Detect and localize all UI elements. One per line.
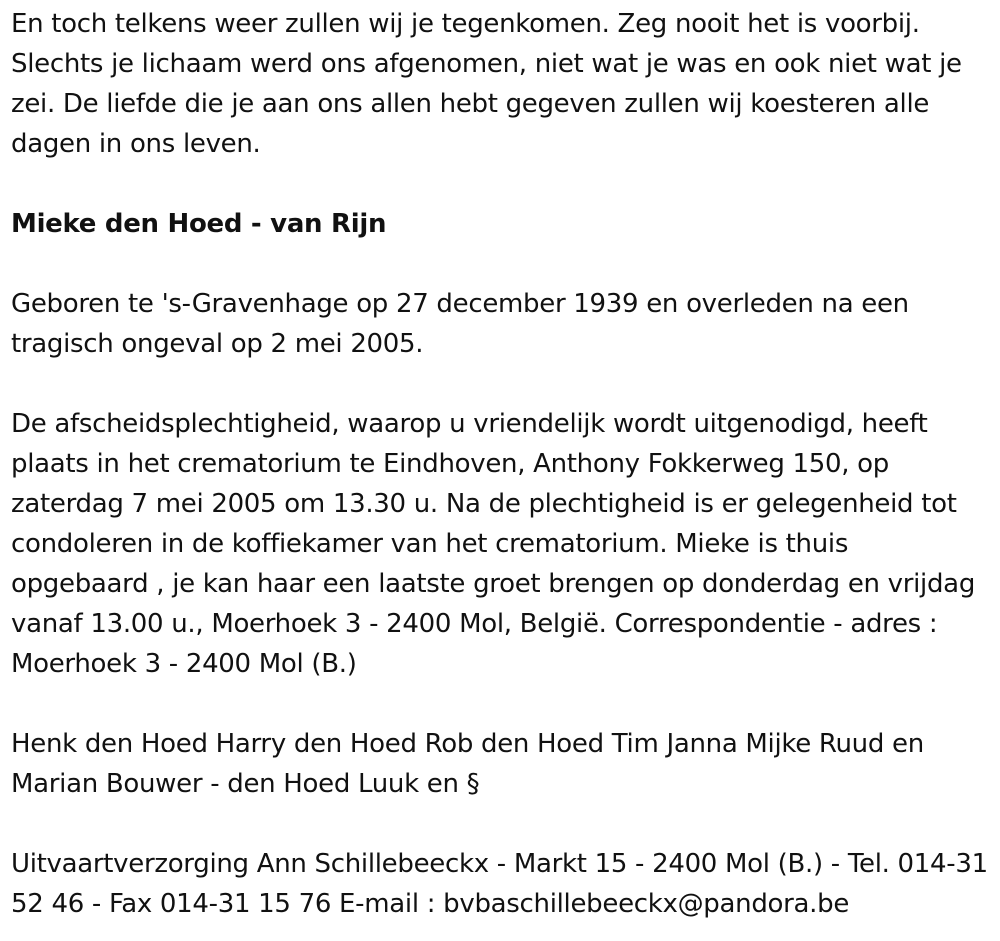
birth-death-text: Geboren te 's-Gravenhage op 27 december 1939 en overleden na een tragisch ongeval op 2 mei 2005.: [11, 289, 909, 359]
ceremony-text: De afscheidsplechtigheid, waarop u vriendelijk wordt uitgenodigd, heeft plaats in het crematorium te Eindhoven, Anthony Fokkerweg 150, op zaterdag 7 mei 2005 om 13.30 u. Na de plechtigheid is er gelegenheid tot condoleren in de koffiekamer van het crematorium. Mieke is thuis opgebaard , je kan haar een laatste groet brengen op donderdag en vrijdag vanaf 13.00 u., Moerhoek 3 - 2400 Mol, België. Correspondentie - adres : Moerhoek 3 - 2400 Mol (B.): [11, 409, 976, 679]
deceased-name: Mieke den Hoed - van Rijn: [11, 209, 387, 239]
funeral-home-contact: Uitvaartverzorging Ann Schillebeeckx - Markt 15 - 2400 Mol (B.) - Tel. 014-31 52 46 - Fax 014-31 15 76 E-mail : bvbaschillebeeckx@pandora.be: [11, 849, 988, 919]
intro-poem: En toch telkens weer zullen wij je tegenkomen. Zeg nooit het is voorbij. Slechts je lichaam werd ons afgenomen, niet wat je was en ook niet wat je zei. De liefde die je aan ons allen hebt gegeven zullen wij koesteren alle dagen in ons leven.: [11, 9, 962, 159]
family-names: Henk den Hoed Harry den Hoed Rob den Hoed Tim Janna Mijke Ruud en Marian Bouwer - den Hoed Luuk en §: [11, 729, 924, 799]
